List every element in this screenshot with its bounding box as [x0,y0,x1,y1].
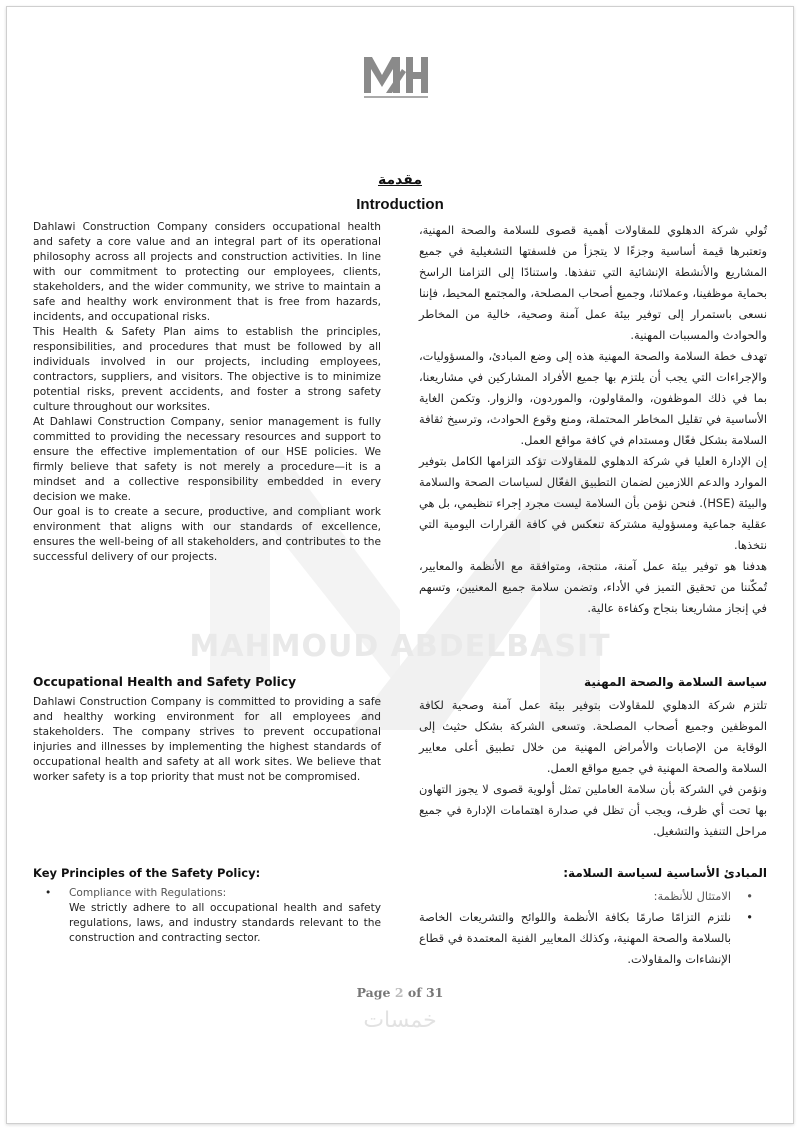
intro-ar-paragraph: تهدف خطة السلامة والصحة المهنية هذه إلى وضع المبادئ، والمسؤوليات، والإجراءات التي يجب أن يلتزم بها جميع الأفراد المشاركين في مشاريعنا، بما في ذلك الموظفون، والمقاولون، والموردون، والزوار. وتكمن الغاية الأساسية في تقليل المخاطر المحتملة، ومنع وقوع الحوادث، وترسيخ ثقافة السلامة بشكل فعّال ومستدام في كافة مواقع العمل. [419,349,767,447]
intro-en-paragraph: At Dahlawi Construction Company, senior management is fully committed to providing the necessary resources and support to ensure the effective implementation of our HSE policies. We firmly believe that safety is not merely a procedure—it is a mindset and a collective responsibility embedded in every decision we make. [33,416,381,503]
intro-en-paragraph: Our goal is to create a secure, productive, and compliant work environment that aligns with our standards of excellence, ensures the well-being of all stakeholders, and contributes to the successful delivery of our projects. [33,506,381,563]
intro-ar-paragraph: هدفنا هو توفير بيئة عمل آمنة، منتجة، ومتوافقة مع الأنظمة والمعايير، تُمكّننا من تحقيق التميز في الأداء، وتضمن سلامة جميع المعنيين، وتسهم في إنجاز مشاريعنا بنجاح وكفاءة عالية. [419,559,767,615]
principles-title-english: Key Principles of the Safety Policy: [33,866,261,880]
policy-title-arabic: سياسة السلامة والصحة المهنية [584,675,767,689]
intro-title-english: Introduction [356,196,444,213]
watermark-text: MAHMOUD ABDELBASIT [189,629,611,664]
principle-heading: • Compliance with Regulations: [69,887,227,899]
intro-en-paragraph: This Health & Safety Plan aims to establish the principles, responsibilities, and procedures that must be followed by all individuals involved in our projects, including employees, contractors, suppliers, and visitors. The objective is to minimize potential risks, prevent accidents, and foster a strong safety culture throughout our worksites. [33,326,381,413]
policy-arabic-column [419,695,767,842]
site-watermark-brand: خمسات [363,1008,437,1033]
intro-english-column [33,220,381,565]
principles-arabic-list [419,886,767,970]
principle-item [69,886,381,946]
intro-arabic-column [419,220,767,619]
intro-ar-paragraph: إن الإدارة العليا في شركة الدهلوي للمقاولات تؤكد التزامها الكامل بتوفير الموارد والدعم اللازمين لضمان التطبيق الفعّال لسياسات الصحة والسلامة والبيئة (HSE). فنحن نؤمن بأن السلامة ليست مجرد إجراء تنظيمي، بل هي عقلية جماعية ومسؤولية مشتركة تنعكس في كافة القرارات اليومية التي نتخذها. [419,454,767,552]
page-label: Page [356,985,391,1000]
principles-title-arabic: المبادئ الأساسية لسياسة السلامة: [563,866,767,880]
intro-en-paragraph: Dahlawi Construction Company considers occupational health and safety a core value and an integral part of its operational philosophy across all projects and construction activities. In line with our commitment to protecting our employees, clients, stakeholders, and the wider community, we strive to maintain a safe and healthy work environment that is free from hazards, incidents, and occupational risks. [33,221,381,323]
policy-english-column [33,695,381,785]
principles-english-list [33,886,381,946]
page-number [33,984,767,1002]
principle-body: We strictly adhere to all occupational health and safety regulations, laws, and industry standards relevant to the construction and contracting sector. [69,902,381,944]
principle-item-arabic: • نلتزم التزامًا صارمًا بكافة الأنظمة واللوائح والتشريعات الخاصة بالسلامة والصحة المهنية، وكذلك المعايير الفنية المعتمدة في قطاع الإنشاءات والمقاولات. [419,907,731,970]
intro-title-arabic: مقدمة [378,172,422,188]
of-label: of [407,985,422,1000]
policy-title-english: Occupational Health and Safety Policy [33,675,297,689]
total-pages: 31 [425,985,444,1000]
policy-ar-paragraph: تلتزم شركة الدهلوي للمقاولات بتوفير بيئة عمل آمنة وصحية لكافة الموظفين وجميع أصحاب المصلحة. وتسعى الشركة بشكل حثيث إلى الوقاية من الإصابات والأمراض المهنية من خلال تطبيق أعلى معايير السلامة والصحة المهنية في جميع مواقع العمل. [419,698,767,775]
policy-ar-paragraph: ونؤمن في الشركة بأن سلامة العاملين تمثل أولوية قصوى لا يجوز التهاون بها تحت أي ظرف، ويجب أن تظل في صدارة اهتمامات الإدارة في جميع مراحل التنفيذ والتشغيل. [419,782,767,838]
current-page: 2 [394,985,404,1000]
principle-item-arabic: • الامتثال للأنظمة: [419,886,731,907]
policy-en-paragraph: Dahlawi Construction Company is committed to providing a safe and healthy working environment for all employees and stakeholders. The company strives to prevent occupational injuries and illnesses by implementing the highest standards of occupational health and safety at all work sites. We believe that worker safety is a top priority that must not be compromised. [33,696,381,783]
intro-ar-paragraph: تُولي شركة الدهلوي للمقاولات أهمية قصوى للسلامة والصحة المهنية، وتعتبرها قيمة أساسية وجزءًا لا يتجزأ من فلسفتها التشغيلية في جميع المشاريع والأنشطة الإنشائية التي تنفذها. واستنادًا إلى التزامنا الراسخ بحماية موظفينا، وعملائنا، وجميع أصحاب المصلحة، والمجتمع المحيط، فإننا نسعى باستمرار إلى توفير بيئة عمل آمنة وصحية، خالية من المخاطر والحوادث والمسببات المهنية. [419,223,767,342]
